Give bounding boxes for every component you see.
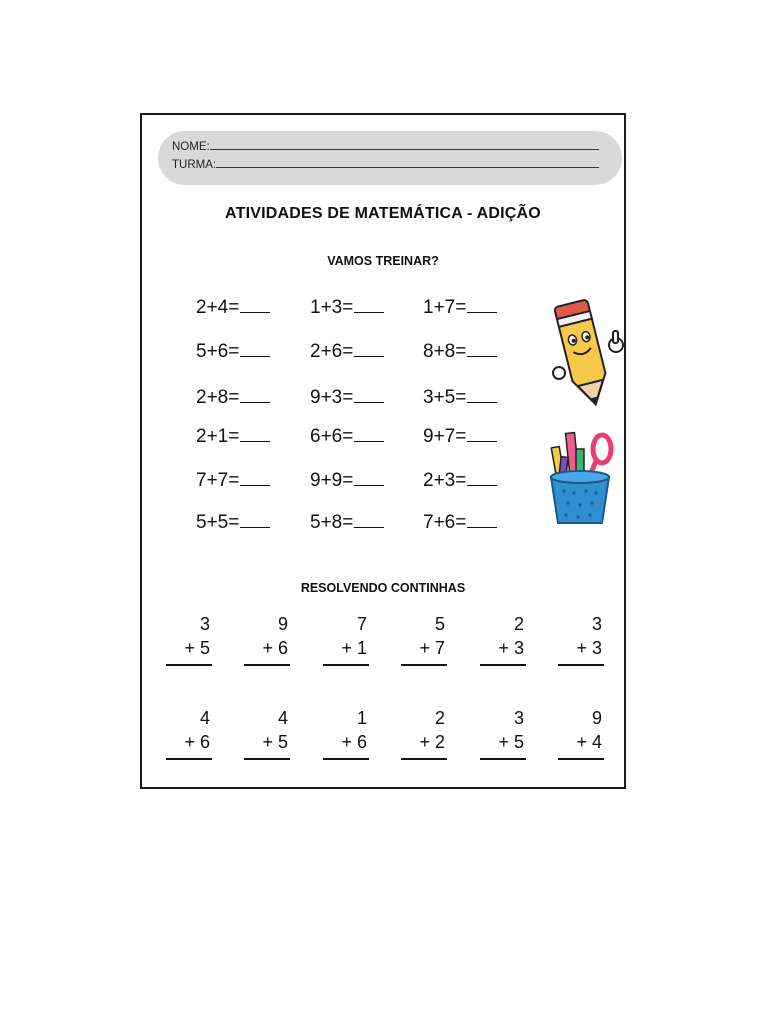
equation-item — [310, 297, 384, 319]
sum-bottom-addend: + 6 — [184, 732, 210, 752]
sum-bottom-addend: + 4 — [576, 732, 602, 752]
class-field-rule — [216, 158, 599, 168]
name-field-rule — [210, 140, 599, 150]
equation-item — [423, 426, 497, 448]
sum-answer-line[interactable] — [558, 664, 604, 666]
pencil-cup-icon — [546, 427, 620, 527]
answer-blank[interactable] — [354, 427, 384, 442]
answer-blank[interactable] — [467, 513, 497, 528]
name-line — [172, 140, 599, 153]
equation-text: 9+9= — [310, 470, 354, 491]
answer-blank[interactable] — [467, 427, 497, 442]
equation-item — [423, 512, 497, 534]
sum-bottom-addend: + 5 — [498, 732, 524, 752]
answer-blank[interactable] — [467, 298, 497, 313]
equation-text: 2+3= — [423, 470, 467, 491]
sum-top-number: 1 — [356, 708, 367, 728]
section-title-practice: VAMOS TREINAR? — [327, 254, 439, 268]
sum-top-number: 5 — [434, 614, 445, 634]
sum-answer-line[interactable] — [480, 664, 526, 666]
answer-blank[interactable] — [467, 471, 497, 486]
equation-item — [423, 297, 497, 319]
answer-blank[interactable] — [354, 342, 384, 357]
equation-text: 5+6= — [196, 341, 240, 362]
sum-top-number: 2 — [513, 614, 524, 634]
equation-text: 3+5= — [423, 387, 467, 408]
vertical-sum — [558, 612, 604, 666]
equation-text: 2+6= — [310, 341, 354, 362]
vertical-sum — [323, 706, 369, 760]
sum-top-number: 3 — [199, 614, 210, 634]
vertical-sum — [323, 612, 369, 666]
equation-item — [310, 470, 384, 492]
sum-top-number: 2 — [434, 708, 445, 728]
equation-text: 5+5= — [196, 512, 240, 533]
equation-text: 2+1= — [196, 426, 240, 447]
equation-item — [310, 426, 384, 448]
sum-bottom-addend: + 3 — [576, 638, 602, 658]
sum-answer-line[interactable] — [166, 758, 212, 760]
answer-blank[interactable] — [354, 471, 384, 486]
equation-text: 9+3= — [310, 387, 354, 408]
page-title: ATIVIDADES DE MATEMÁTICA - ADIÇÃO — [225, 205, 541, 222]
equation-item — [196, 387, 270, 409]
sum-answer-line[interactable] — [480, 758, 526, 760]
sum-answer-line[interactable] — [323, 664, 369, 666]
sum-top-number: 3 — [591, 614, 602, 634]
equation-item — [196, 426, 270, 448]
equation-item — [310, 512, 384, 534]
vertical-sum — [166, 612, 212, 666]
sum-bottom-addend: + 7 — [419, 638, 445, 658]
sum-bottom-addend: + 2 — [419, 732, 445, 752]
vertical-sum — [244, 612, 290, 666]
class-line — [172, 158, 599, 171]
worksheet — [140, 113, 626, 789]
answer-blank[interactable] — [240, 388, 270, 403]
answer-blank[interactable] — [354, 513, 384, 528]
sum-top-number: 9 — [591, 708, 602, 728]
equation-text: 6+6= — [310, 426, 354, 447]
sum-bottom-addend: + 3 — [498, 638, 524, 658]
vertical-sum — [480, 706, 526, 760]
equation-text: 7+6= — [423, 512, 467, 533]
answer-blank[interactable] — [240, 342, 270, 357]
pencil-character-icon — [547, 293, 627, 421]
vertical-sum — [244, 706, 290, 760]
sum-answer-line[interactable] — [558, 758, 604, 760]
equation-text: 9+7= — [423, 426, 467, 447]
sum-top-number: 9 — [277, 614, 288, 634]
equation-item — [423, 470, 497, 492]
equation-text: 8+8= — [423, 341, 467, 362]
equation-text: 1+3= — [310, 297, 354, 318]
answer-blank[interactable] — [240, 427, 270, 442]
sum-top-number: 4 — [199, 708, 210, 728]
vertical-sum — [166, 706, 212, 760]
sum-bottom-addend: + 6 — [341, 732, 367, 752]
vertical-sum — [558, 706, 604, 760]
equation-text: 5+8= — [310, 512, 354, 533]
equation-item — [196, 341, 270, 363]
equation-item — [310, 387, 384, 409]
sum-answer-line[interactable] — [323, 758, 369, 760]
equation-item — [196, 512, 270, 534]
answer-blank[interactable] — [240, 471, 270, 486]
sum-top-number: 3 — [513, 708, 524, 728]
equation-item — [196, 297, 270, 319]
equation-text: 1+7= — [423, 297, 467, 318]
answer-blank[interactable] — [354, 388, 384, 403]
name-label: NOME: — [172, 141, 210, 153]
equation-text: 2+4= — [196, 297, 240, 318]
sum-bottom-addend: + 5 — [262, 732, 288, 752]
vertical-sum — [401, 612, 447, 666]
sum-answer-line[interactable] — [166, 664, 212, 666]
sum-answer-line[interactable] — [244, 758, 290, 760]
answer-blank[interactable] — [354, 298, 384, 313]
sum-top-number: 7 — [356, 614, 367, 634]
sum-answer-line[interactable] — [244, 664, 290, 666]
sum-bottom-addend: + 5 — [184, 638, 210, 658]
sum-answer-line[interactable] — [401, 758, 447, 760]
equation-text: 2+8= — [196, 387, 240, 408]
equation-item — [310, 341, 384, 363]
sum-top-number: 4 — [277, 708, 288, 728]
vertical-sum — [480, 612, 526, 666]
class-label: TURMA: — [172, 159, 217, 171]
answer-blank[interactable] — [467, 342, 497, 357]
answer-blank[interactable] — [240, 298, 270, 313]
equation-item — [423, 387, 497, 409]
vertical-sum — [401, 706, 447, 760]
equation-item — [423, 341, 497, 363]
equation-text: 7+7= — [196, 470, 240, 491]
section-title-sums: RESOLVENDO CONTINHAS — [300, 581, 466, 595]
student-info-header — [158, 131, 622, 185]
equation-item — [196, 470, 270, 492]
answer-blank[interactable] — [467, 388, 497, 403]
sum-bottom-addend: + 1 — [341, 638, 367, 658]
answer-blank[interactable] — [240, 513, 270, 528]
sum-answer-line[interactable] — [401, 664, 447, 666]
sum-bottom-addend: + 6 — [262, 638, 288, 658]
